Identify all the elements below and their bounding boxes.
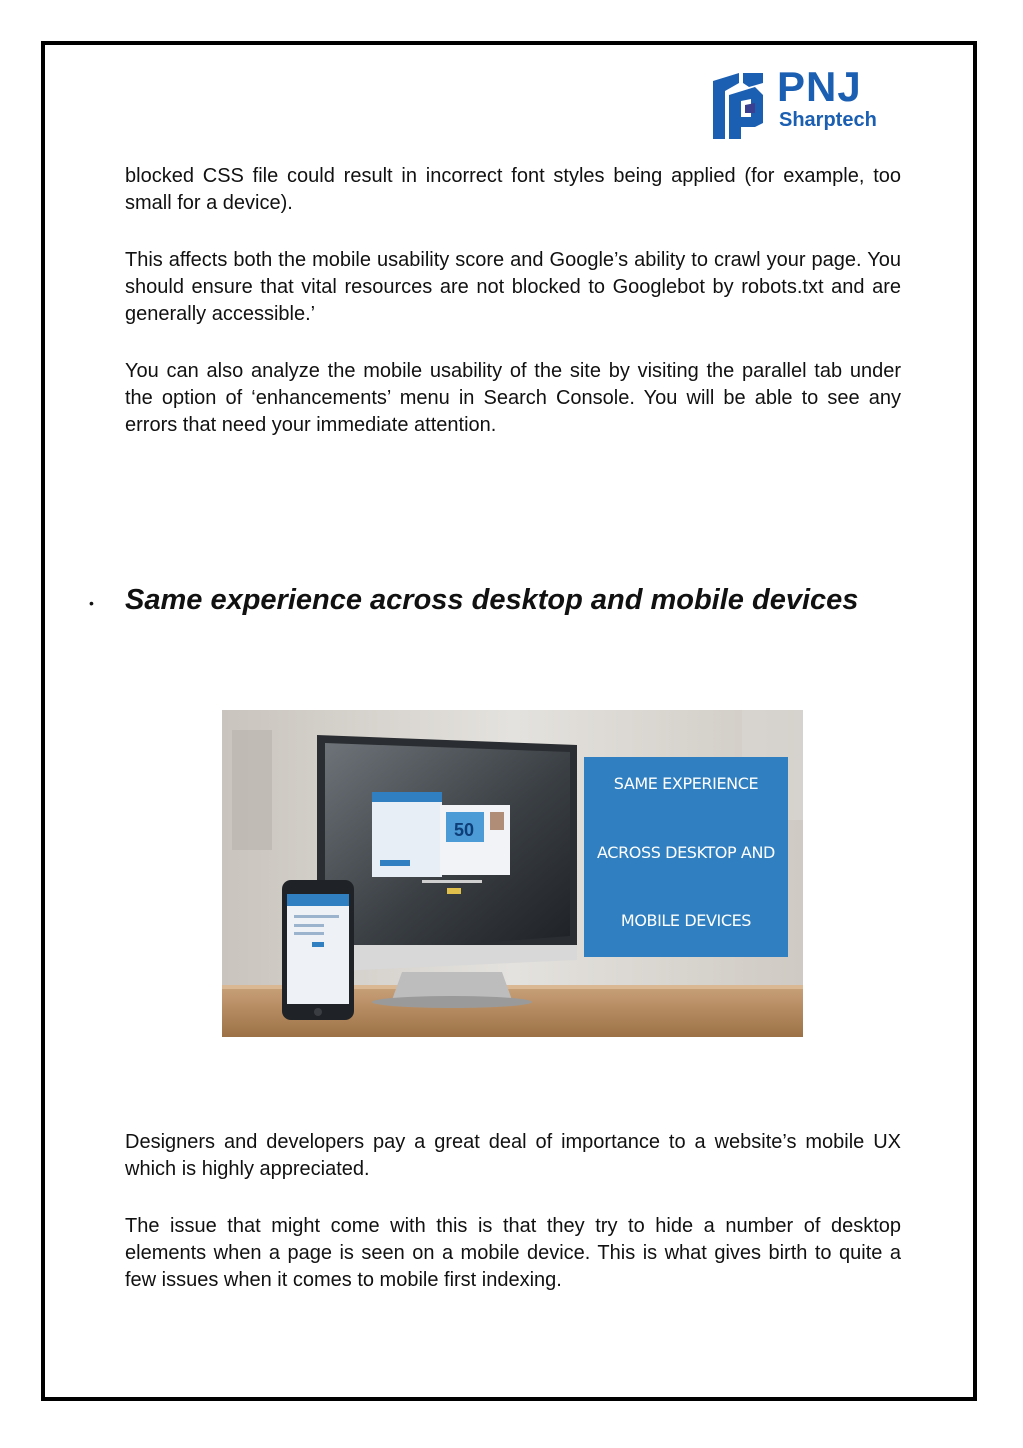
- logo-tagline: Sharptech: [779, 109, 877, 131]
- paragraph-issue: The issue that might come with this is that they try to hide a number of desktop elements when a page is seen on a mobile device. This is what gives birth to quite a few issues when it comes to mobile first indexing.: [125, 1215, 901, 1291]
- bullet-icon: •: [89, 595, 94, 611]
- paragraph-designers: Designers and developers pay a great deal of importance to a website’s mobile UX which is highly appreciated.: [125, 1131, 901, 1180]
- paragraph-blocked-css: blocked CSS file could result in incorrect font styles being applied (for example, too small for a device).: [125, 165, 901, 214]
- page-frame: [41, 41, 977, 1401]
- mobile-phone-icon: [282, 880, 354, 1020]
- banner-line-1: SAME EXPERIENCE: [613, 774, 759, 793]
- screen-number: 50: [454, 820, 475, 840]
- logo-name: PNJ: [777, 63, 862, 110]
- banner-panel: [584, 757, 788, 957]
- paragraph-mobile-usability: This affects both the mobile usability score and Google’s ability to crawl your page. You should ensure that vital resources are not blocked to Googlebot by robots.txt and are generally accessible.’: [125, 249, 901, 325]
- banner-line-3: MOBILE DEVICES: [620, 911, 752, 930]
- paragraph-search-console: You can also analyze the mobile usability of the site by visiting the parallel tab under the option of ‘enhancements’ menu in Search Console. You will be able to see any errors that need your immediate attention.: [125, 360, 901, 436]
- hero-image: [222, 710, 803, 1037]
- section-heading: Same experience across desktop and mobile devices: [125, 584, 859, 616]
- brand-logo: [705, 65, 895, 143]
- logo-mark-icon: [705, 65, 771, 143]
- banner-line-2: ACROSS DESKTOP AND: [597, 843, 775, 862]
